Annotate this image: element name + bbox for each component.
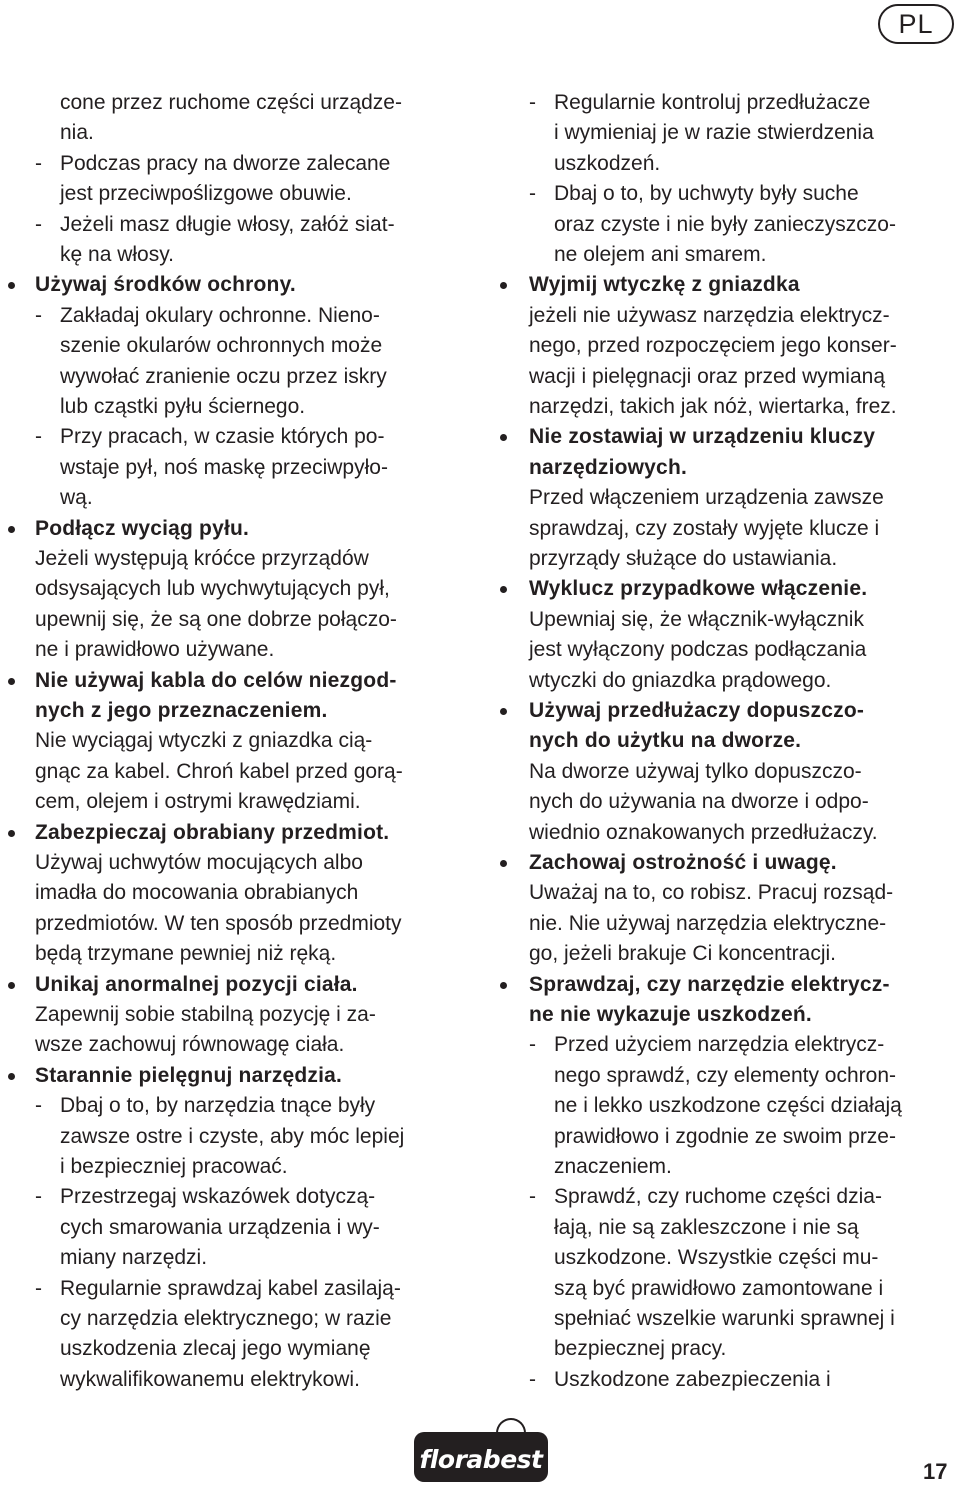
dash-marker: - xyxy=(35,303,42,327)
text-line: miany narzędzi. xyxy=(60,1246,208,1270)
heading-line: Wyjmij wtyczkę z gniazdka xyxy=(529,273,800,297)
text-line: Używaj uchwytów mocujących albo xyxy=(35,851,363,874)
text-line: Dbaj o to, by uchwyty były suche xyxy=(554,182,859,206)
brand-logo xyxy=(414,1432,548,1482)
text-line: jeżeli nie używasz narzędzia elektrycz- xyxy=(529,303,890,327)
text-line: Uszkodzone zabezpieczenia i xyxy=(554,1367,831,1391)
text-line: i wymieniaj je w razie stwierdzenia xyxy=(554,121,874,145)
bullet-icon xyxy=(8,982,15,989)
text-line: wywołać zranienie oczu przez iskry xyxy=(60,364,387,388)
language-badge xyxy=(878,4,954,44)
heading-line: Sprawdzaj, czy narzędzie elektrycz- xyxy=(529,972,890,996)
text-line: Podczas pracy na dworze zalecane xyxy=(60,151,391,175)
text-line: Na dworze używaj tylko dopuszczo- xyxy=(529,759,862,783)
text-line: cem, olejem i ostrymi krawędziami. xyxy=(35,790,361,814)
text-line: lub cząstki pyłu ściernego. xyxy=(60,395,306,418)
heading-line: Nie zostawiaj w urządzeniu kluczy xyxy=(529,425,876,449)
text-line: bezpiecznej pracy. xyxy=(554,1337,727,1361)
bullet-icon xyxy=(8,678,15,685)
heading-line: Zabezpieczaj obrabiany przedmiot. xyxy=(35,820,390,844)
bullet-icon xyxy=(500,282,507,289)
text-line: Przed włączeniem urządzenia zawsze xyxy=(529,486,884,510)
heading-line: Używaj przedłużaczy dopuszczo- xyxy=(529,699,865,722)
bullet-icon xyxy=(500,586,507,593)
bullet-icon xyxy=(8,282,15,289)
text-line: wsze zachowuj równowagę ciała. xyxy=(35,1033,345,1057)
text-line: nego sprawdź, czy elementy ochron- xyxy=(554,1063,896,1087)
text-line: Uważaj na to, co robisz. Pracuj rozsąd- xyxy=(529,881,894,905)
text-line: nego, przed rozpoczęciem jego konser- xyxy=(529,334,897,358)
bullet-icon xyxy=(500,860,507,867)
text-line: przedmiotów. W ten sposób przedmioty xyxy=(35,911,402,935)
text-line: Przestrzegaj wskazówek dotyczą- xyxy=(60,1185,376,1209)
dash-marker: - xyxy=(35,212,42,236)
text-line: uszkodzenia zlecaj jego wymianę xyxy=(60,1337,371,1361)
text-line: wstaje pył, noś maskę przeciwpyło- xyxy=(60,455,388,479)
dash-marker: - xyxy=(35,1185,42,1209)
text-line: ne olejem ani smarem. xyxy=(554,243,767,266)
heading-line: Nie używaj kabla do celów niezgod- xyxy=(35,668,397,692)
text-line: Zakładaj okulary ochronne. Nieno- xyxy=(60,303,380,327)
dash-marker: - xyxy=(529,1367,536,1391)
text-line: łają, nie są zakleszczone i nie są xyxy=(554,1215,859,1239)
text-line: narzędzi, takich jak nóż, wiertarka, frez. xyxy=(529,395,897,418)
text-line: Dbaj o to, by narzędzia tnące były xyxy=(60,1094,376,1118)
text-line: wykwalifikowanemu elektrykowi. xyxy=(60,1367,360,1391)
text-line: kę na włosy. xyxy=(60,243,174,266)
text-line: go, jeżeli brakuje Ci koncentracji. xyxy=(529,942,836,966)
dash-marker: - xyxy=(35,425,42,449)
heading-line: nych do użytku na dworze. xyxy=(529,729,802,753)
dash-marker: - xyxy=(529,91,536,114)
bullet-icon xyxy=(500,708,507,715)
page-number: 17 xyxy=(923,1459,948,1484)
bullet-icon xyxy=(500,982,507,989)
text-line: ne i lekko uszkodzone części działają xyxy=(554,1094,902,1118)
text-line: nia. xyxy=(60,121,94,145)
text-line: wą. xyxy=(60,486,93,510)
heading-line: Używaj środków ochrony. xyxy=(35,273,296,297)
text-line: imadła do mocowania obrabianych xyxy=(35,881,359,905)
heading-line: Wyklucz przypadkowe włączenie. xyxy=(529,577,868,601)
dash-marker: - xyxy=(529,1033,536,1057)
dash-marker: - xyxy=(35,1094,42,1118)
heading-line: Podłącz wyciąg pyłu. xyxy=(35,516,250,540)
text-line: Regularnie sprawdzaj kabel zasilają- xyxy=(60,1276,401,1300)
bullet-icon xyxy=(8,830,15,837)
text-line: nych do używania na dworze i odpo- xyxy=(529,790,869,814)
text-line: Jeżeli masz długie włosy, załóż siat- xyxy=(60,212,395,236)
dash-marker: - xyxy=(529,182,536,206)
heading-line: ne nie wykazuje uszkodzeń. xyxy=(529,1003,812,1026)
text-line: Przy pracach, w czasie których po- xyxy=(60,425,385,449)
bullet-icon xyxy=(500,434,507,441)
text-line: Jeżeli występują króćce przyrządów xyxy=(35,547,369,570)
text-line: sprawdzaj, czy zostały wyjęte klucze i xyxy=(529,516,880,540)
text-line: Zapewnij sobie stabilną pozycję i za- xyxy=(35,1003,376,1026)
text-line: zawsze ostre i czyste, aby móc lepiej xyxy=(60,1124,405,1148)
text-line: Upewniaj się, że włącznik-wyłącznik xyxy=(529,607,864,631)
text-line: wtyczki do gniazdka prądowego. xyxy=(529,668,832,692)
text-line: Przed użyciem narzędzia elektrycz- xyxy=(554,1033,885,1057)
text-line: jest przeciwpoślizgowe obuwie. xyxy=(60,182,352,206)
text-line: cy narzędzia elektrycznego; w razie xyxy=(60,1307,392,1330)
text-line: odsysających lub wychwytujących pył, xyxy=(35,577,390,601)
heading-line: Unikaj anormalnej pozycji ciała. xyxy=(35,972,358,996)
text-line: uszkodzeń. xyxy=(554,151,661,175)
bullet-icon xyxy=(8,526,15,533)
text-line: oraz czyste i nie były zanieczyszczo- xyxy=(554,212,896,236)
text-line: wacji i pielęgnacji oraz przed wymianą xyxy=(529,364,885,388)
text-line: szenie okularów ochronnych może xyxy=(60,334,383,358)
dash-marker: - xyxy=(35,1276,42,1300)
text-line: Nie wyciągaj wtyczki z gniazdka cią- xyxy=(35,729,373,753)
text-line: Regularnie kontroluj przedłużacze xyxy=(554,91,871,114)
text-line: cone przez ruchome części urządze- xyxy=(60,91,402,114)
heading-line: Zachowaj ostrożność i uwagę. xyxy=(529,851,837,874)
heading-line: nych z jego przeznaczeniem. xyxy=(35,699,328,722)
text-line: uszkodzone. Wszystkie części mu- xyxy=(554,1246,879,1270)
dash-marker: - xyxy=(35,151,42,175)
bullet-icon xyxy=(8,1073,15,1080)
text-line: spełniać wszelkie warunki sprawnej i xyxy=(554,1307,895,1330)
text-line: jest wyłączony podczas podłączania xyxy=(529,638,867,662)
text-line: prawidłowo i zgodnie ze swoim prze- xyxy=(554,1124,896,1148)
text-line: Sprawdź, czy ruchome części dzia- xyxy=(554,1185,882,1209)
text-line: wiednio oznakowanych przedłużaczy. xyxy=(529,820,878,844)
text-line: szą być prawidłowo zamontowane i xyxy=(554,1276,884,1300)
text-line: gnąc za kabel. Chroń kabel przed gorą- xyxy=(35,759,403,783)
text-line: ne i prawidłowo używane. xyxy=(35,638,275,662)
text-line: cych smarowania urządzenia i wy- xyxy=(60,1215,380,1239)
text-line: będą trzymane pewniej niż ręką. xyxy=(35,942,337,966)
heading-line: narzędziowych. xyxy=(529,455,688,479)
heading-line: Starannie pielęgnuj narzędzia. xyxy=(35,1063,343,1087)
text-line: i bezpieczniej pracować. xyxy=(60,1155,288,1178)
logo-wordmark: florabest xyxy=(419,1444,543,1474)
dash-marker: - xyxy=(529,1185,536,1209)
text-line: nie. Nie używaj narzędzia elektryczne- xyxy=(529,911,887,935)
text-line: przyrządy służące do ustawiania. xyxy=(529,547,838,570)
text-line: upewnij się, że są one dobrze połączo- xyxy=(35,607,397,631)
language-code: PL xyxy=(898,8,934,39)
text-line: znaczeniem. xyxy=(554,1155,672,1178)
